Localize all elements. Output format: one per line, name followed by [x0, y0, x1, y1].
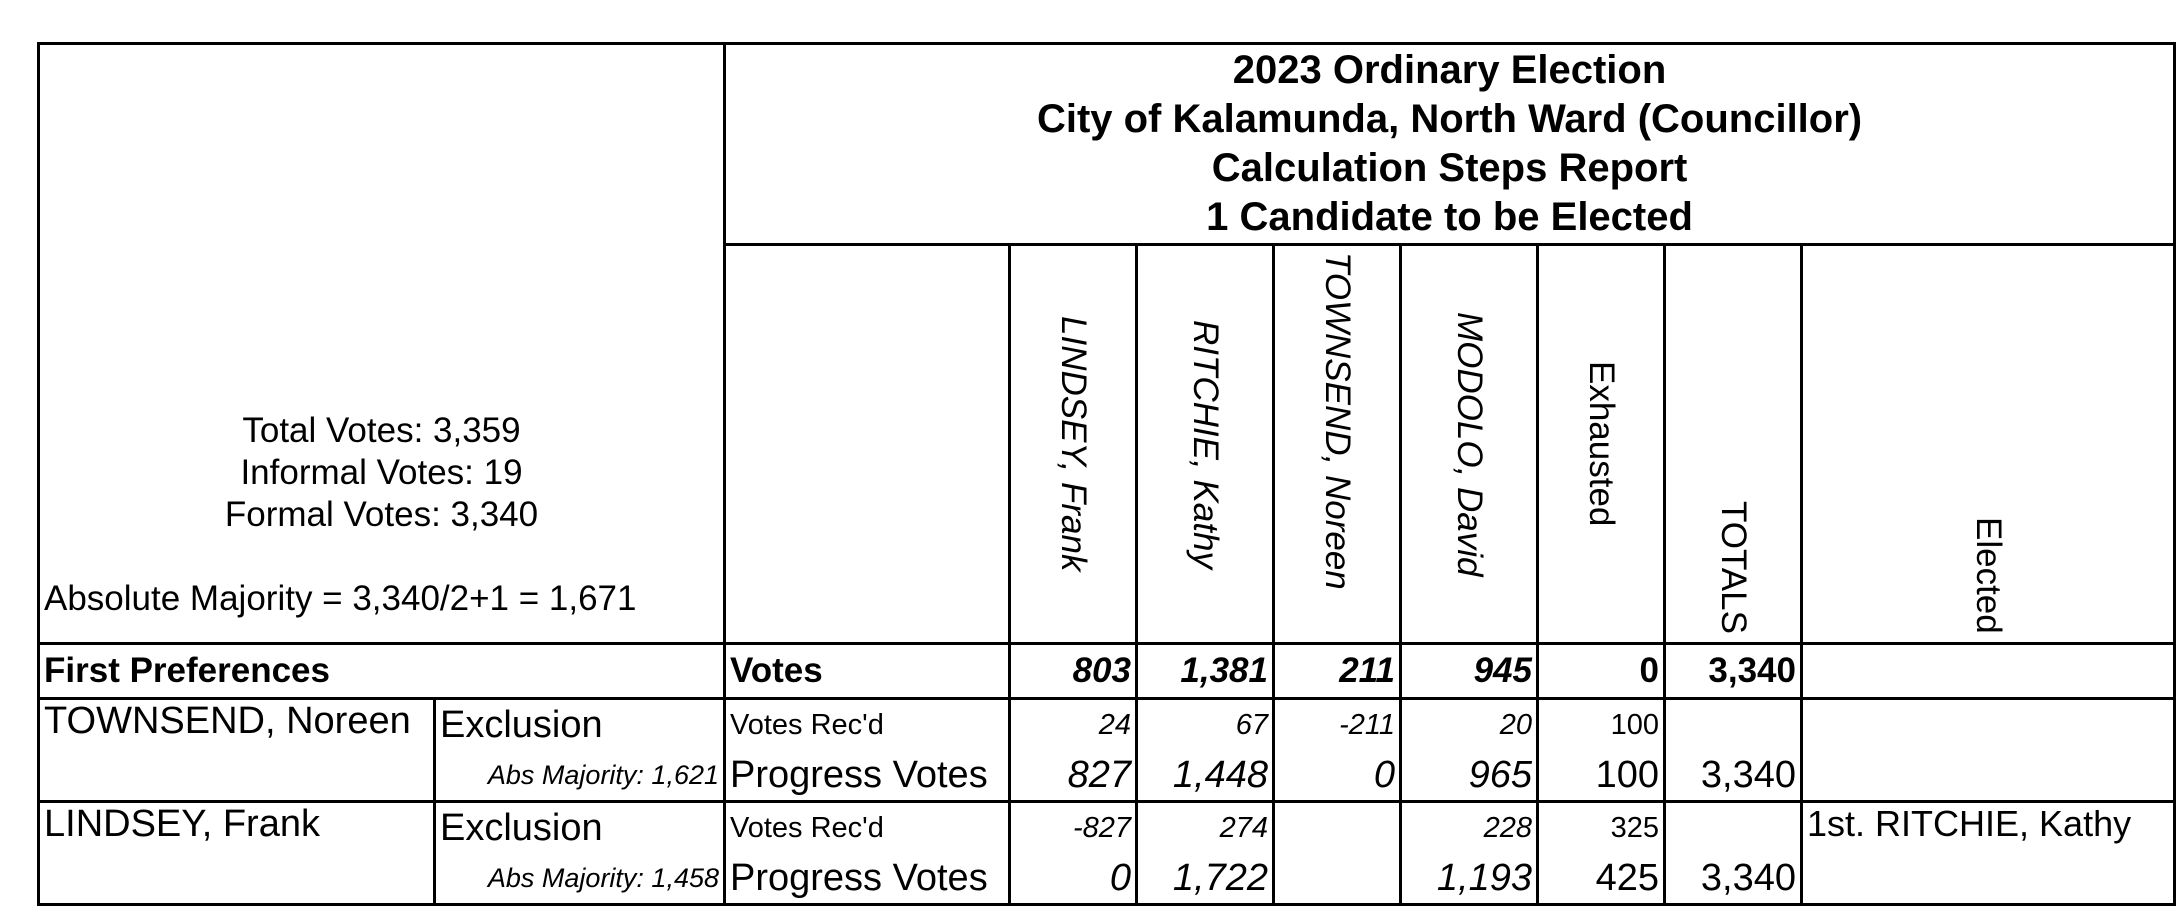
first-preferences-row — [39, 644, 2175, 699]
count-1-action: Exclusion — [435, 699, 725, 751]
fp-elected — [1802, 644, 2175, 699]
fp-lindsey: 803 — [1010, 644, 1137, 699]
count-1-pv-totals: 3,340 — [1665, 750, 1802, 802]
count-2-pv-lindsey: 0 — [1010, 853, 1137, 905]
count-1-candidate: TOWNSEND, Noreen — [39, 699, 435, 802]
title-line-4: 1 Candidate to be Elected — [1206, 195, 1693, 239]
col-header-ritchie: RITCHIE, Kathy — [1137, 245, 1274, 644]
count-1-vr-modolo: 20 — [1401, 699, 1538, 751]
count-1-abs-majority: Abs Majority: 1,621 — [435, 750, 725, 802]
count-2-pv-totals: 3,340 — [1665, 853, 1802, 905]
count-2-pv-modolo: 1,193 — [1401, 853, 1538, 905]
fp-exhausted: 0 — [1538, 644, 1665, 699]
count-2-pv-ritchie: 1,722 — [1137, 853, 1274, 905]
informal-votes: Informal Votes: 19 — [240, 453, 523, 492]
fp-modolo: 945 — [1401, 644, 1538, 699]
count-2-abs-majority: Abs Majority: 1,458 — [435, 853, 725, 905]
count-2-vr-modolo: 228 — [1401, 802, 1538, 854]
count-1-pv-lindsey: 827 — [1010, 750, 1137, 802]
count-2-candidate: LINDSEY, Frank — [39, 802, 435, 905]
count-1-progress-label: Progress Votes — [725, 750, 1010, 802]
fp-townsend: 211 — [1274, 644, 1401, 699]
count-2-vr-ritchie: 274 — [1137, 802, 1274, 854]
count-2-progress-label: Progress Votes — [725, 853, 1010, 905]
count-1-vr-exhausted: 100 — [1538, 699, 1665, 751]
col-header-exhausted: Exhausted — [1538, 245, 1665, 644]
count-2-vr-lindsey: -827 — [1010, 802, 1137, 854]
col-header-totals: TOTALS — [1665, 245, 1802, 644]
count-1-pv-townsend: 0 — [1274, 750, 1401, 802]
col-header-elected: Elected — [1802, 245, 2175, 644]
count-1-pv-exhausted: 100 — [1538, 750, 1665, 802]
title-line-2: City of Kalamunda, North Ward (Councillor) — [1036, 97, 1863, 141]
count-2-vr-totals — [1665, 802, 1802, 854]
title-line-3: Calculation Steps Report — [1211, 146, 1688, 190]
table-row — [39, 802, 2175, 854]
report-title — [725, 44, 2175, 245]
title-line-1: 2023 Ordinary Election — [1232, 48, 1667, 92]
col-header-townsend: TOWNSEND, Noreen — [1274, 245, 1401, 644]
count-1-vr-townsend: -211 — [1274, 699, 1401, 751]
count-2-votes-recd-label: Votes Rec'd — [725, 802, 1010, 854]
count-2-elected: 1st. RITCHIE, Kathy — [1802, 802, 2175, 905]
count-1-vr-totals — [1665, 699, 1802, 751]
formal-votes: Formal Votes: 3,340 — [224, 495, 539, 534]
count-1-pv-modolo: 965 — [1401, 750, 1538, 802]
count-2-pv-townsend — [1274, 853, 1401, 905]
col-header-modolo: MODOLO, David — [1401, 245, 1538, 644]
calculation-steps-table — [37, 42, 2176, 906]
total-votes: Total Votes: 3,359 — [242, 411, 521, 450]
fp-ritchie: 1,381 — [1137, 644, 1274, 699]
count-2-vr-townsend — [1274, 802, 1401, 854]
first-preferences-label: First Preferences — [39, 644, 725, 699]
count-2-action: Exclusion — [435, 802, 725, 854]
count-1-elected — [1802, 699, 2175, 802]
count-1-pv-ritchie: 1,448 — [1137, 750, 1274, 802]
count-1-vr-ritchie: 67 — [1137, 699, 1274, 751]
absolute-majority: Absolute Majority = 3,340/2+1 = 1,671 — [44, 579, 637, 618]
table-row — [39, 699, 2175, 751]
col-header-lindsey: LINDSEY, Frank — [1010, 245, 1137, 644]
count-1-vr-lindsey: 24 — [1010, 699, 1137, 751]
count-2-vr-exhausted: 325 — [1538, 802, 1665, 854]
count-2-pv-exhausted: 425 — [1538, 853, 1665, 905]
votes-label: Votes — [725, 644, 1010, 699]
fp-totals: 3,340 — [1665, 644, 1802, 699]
blank-header-cell — [725, 245, 1010, 644]
count-1-votes-recd-label: Votes Rec'd — [725, 699, 1010, 751]
summary-cell — [39, 44, 725, 644]
